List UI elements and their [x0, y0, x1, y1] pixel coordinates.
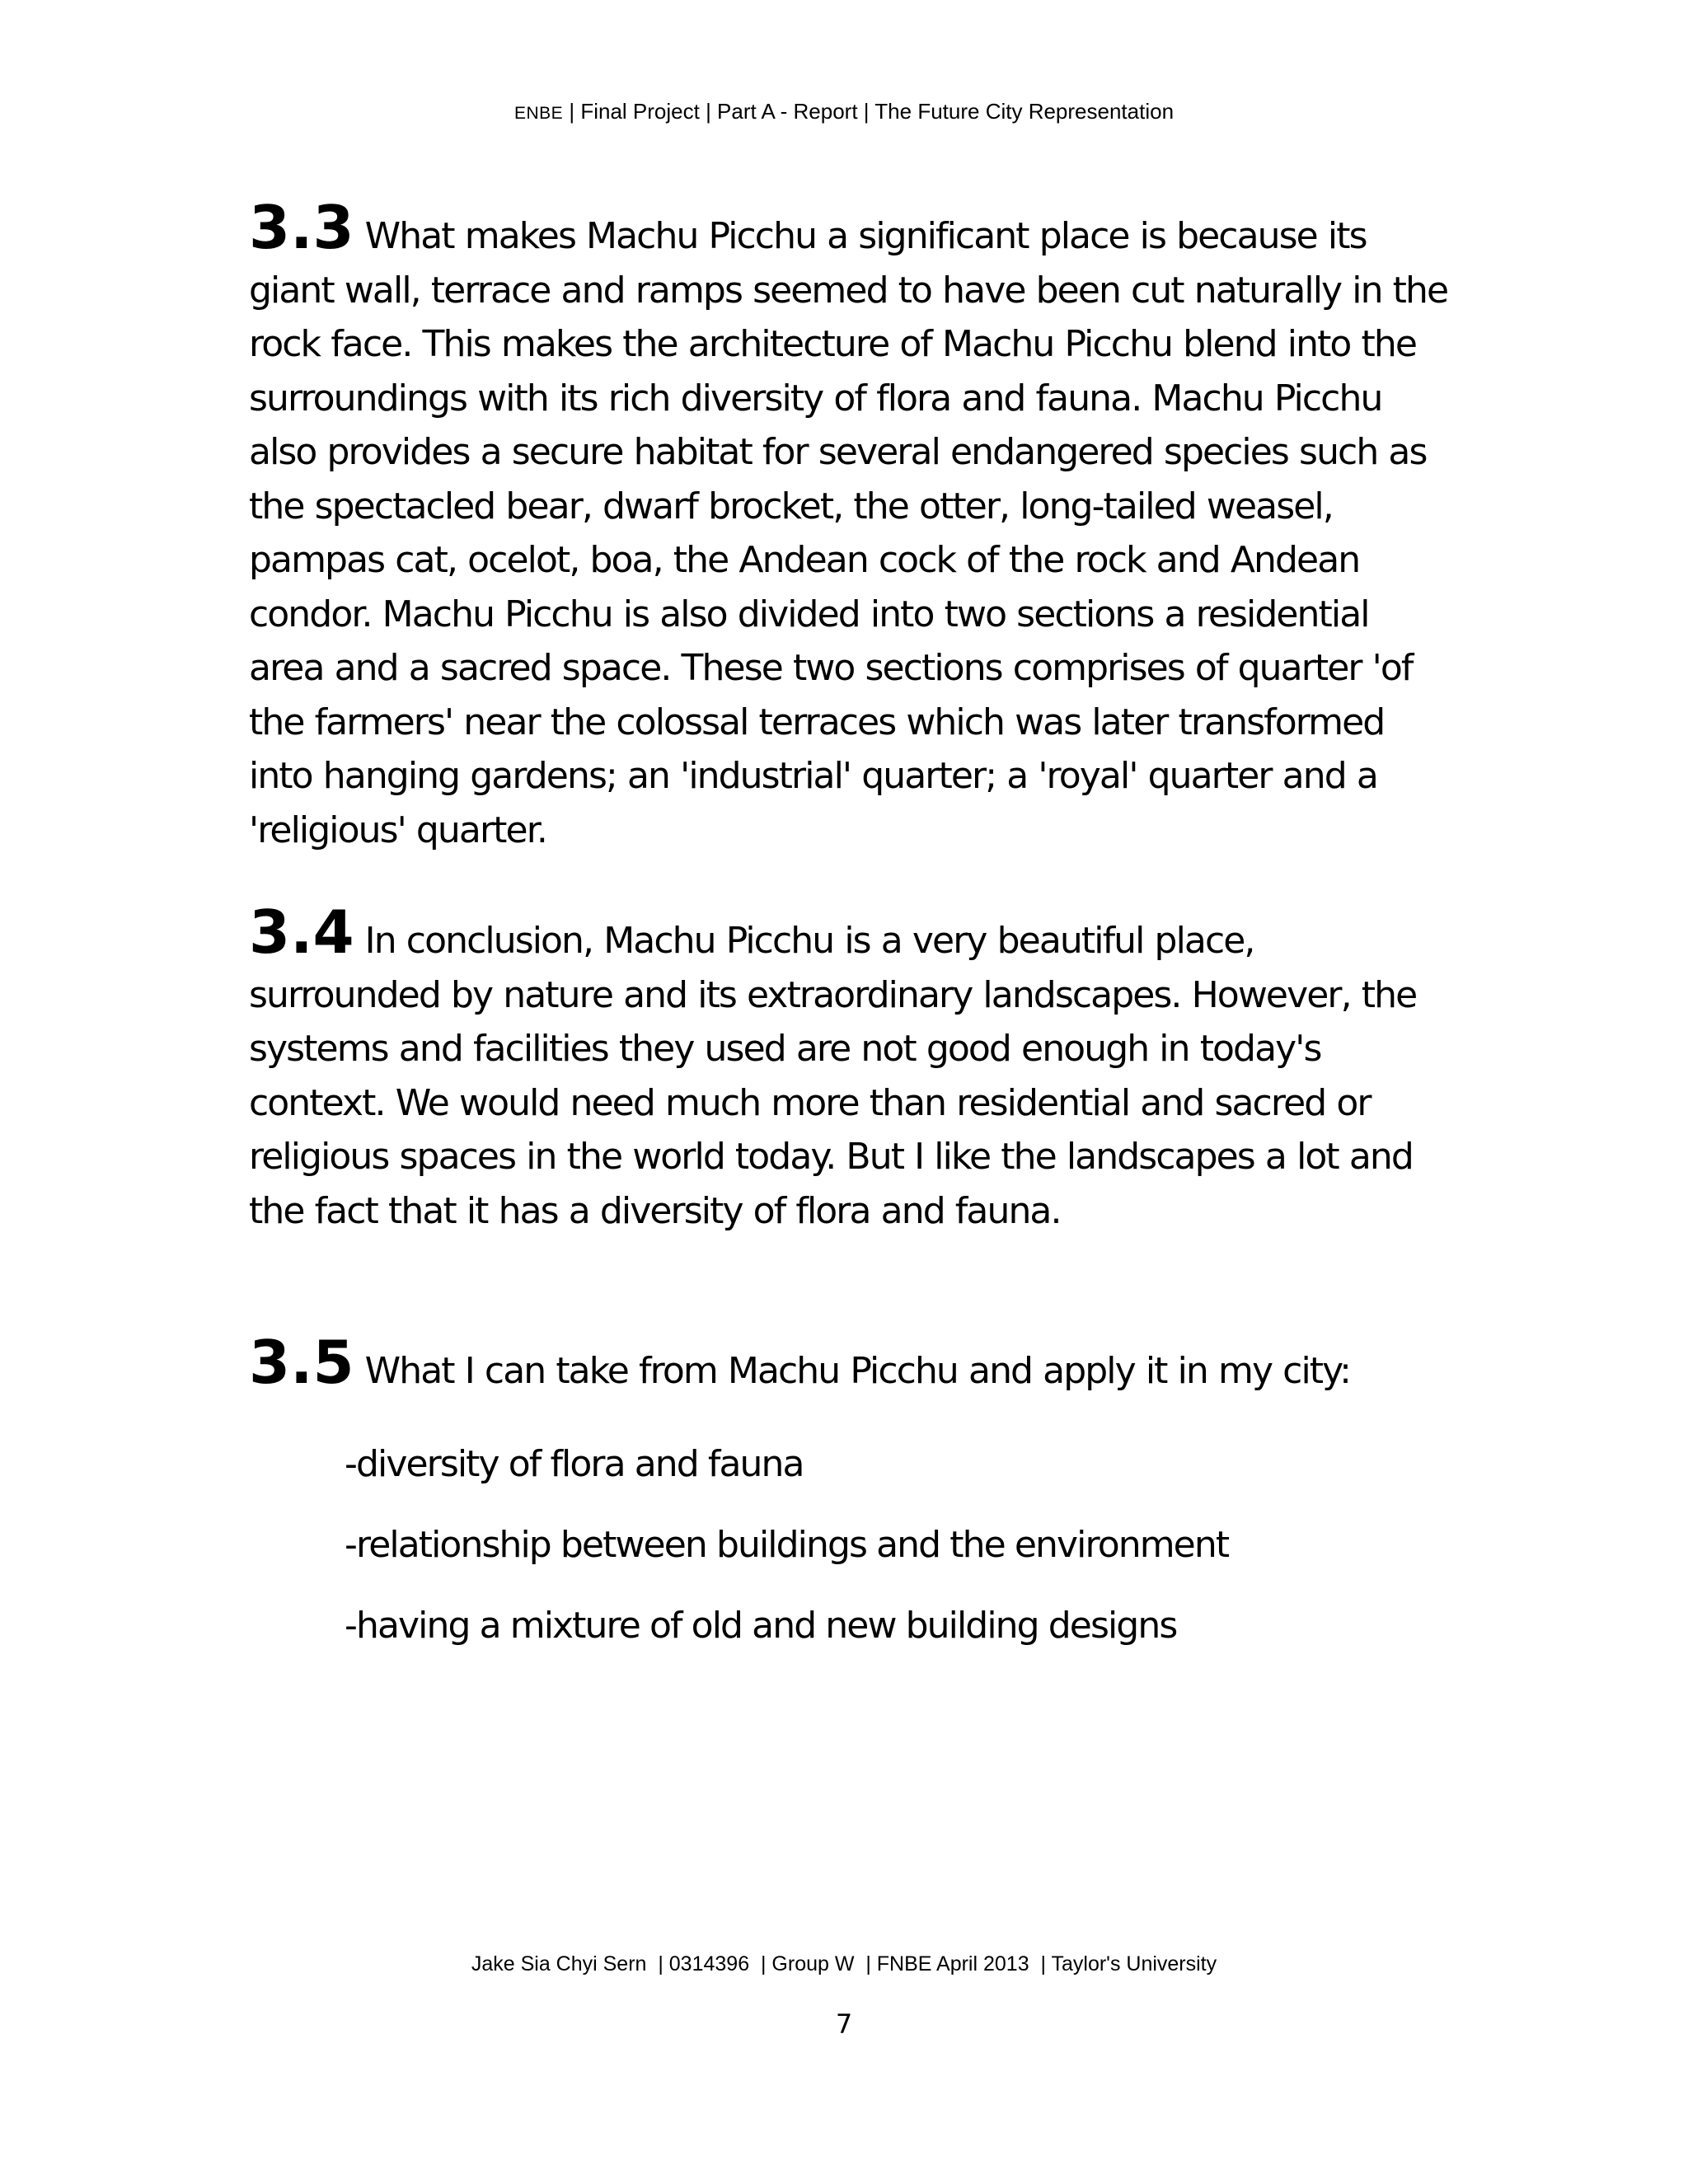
section-text: What I can take from Machu Picchu and apply it in my city:	[364, 1350, 1351, 1392]
header-course-code: ENBE	[513, 104, 564, 123]
section-number: 3.3	[249, 193, 354, 262]
section-3-4	[249, 898, 1452, 1238]
section-3-5	[249, 1328, 1452, 1399]
section-3-3	[249, 193, 1452, 857]
list-item: -having a mixture of old and new building designs	[345, 1605, 1177, 1647]
page-number: 7	[835, 2008, 853, 2040]
section-number: 3.5	[249, 1328, 354, 1397]
header-title: | Final Project | Part A - Report | The Future City Representation	[563, 99, 1175, 124]
page-footer: Jake Sia Chyi Sern | 0314396 | Group W | FNBE April 2013 | Taylor's University	[471, 1952, 1217, 1975]
section-text: In conclusion, Machu Picchu is a very beautiful place, surrounded by nature and its extraordinary landscapes. However, the systems and facilities they used are not good enough in today's context. We would need much more than residential and sacred or religious spaces in the world today. But I like the landscapes a lot and the fact that it has a diversity of flora and fauna.	[249, 920, 1417, 1232]
page-header	[0, 97, 1688, 128]
list-item: -diversity of flora and fauna	[345, 1443, 804, 1485]
list-item: -relationship between buildings and the environment	[345, 1524, 1229, 1566]
section-number: 3.4	[249, 898, 354, 967]
section-text: What makes Machu Picchu a significant place is because its giant wall, terrace and ramps seemed to have been cut naturally in the rock face. This makes the architecture of Machu Picchu blend into the surroundings with its rich diversity of flora and fauna. Machu Picchu also provides a secure habitat for several endangered species such as the spectacled bear, dwarf brocket, the otter, long-tailed weasel, pampas cat, ocelot, boa, the Andean cock of the rock and Andean condor. Machu Picchu is also divided into two sections a residential area and a sacred space. These two sections comprises of quarter 'of the farmers' near the colossal terraces which was later transformed into hanging gardens; an 'industrial' quarter; a 'royal' quarter and a 'religious' quarter.	[249, 215, 1448, 851]
